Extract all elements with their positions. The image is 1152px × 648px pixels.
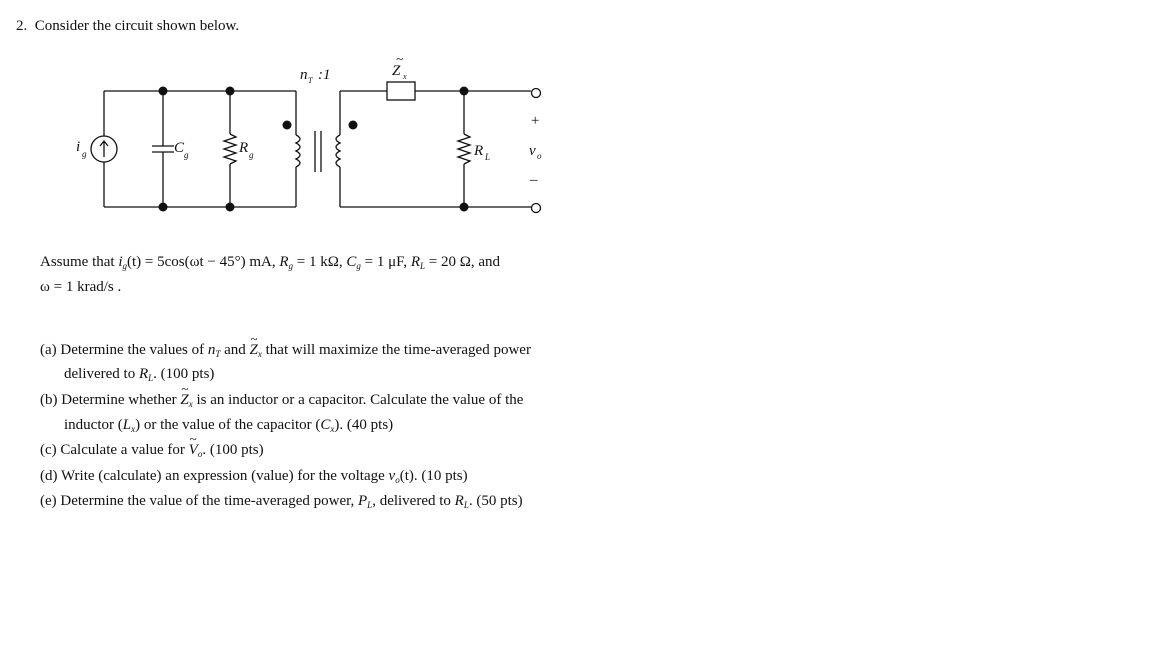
cg-label-sub: g: [184, 150, 189, 160]
part-b-text: (b) Determine whether: [40, 392, 181, 408]
resistor-rg-symbol: [224, 91, 236, 207]
part-b2-l-sub: x: [131, 424, 136, 434]
part-b-z: ~ Z: [180, 392, 188, 409]
part-d-text: (d) Write (calculate) an expression (value) for the voltage: [40, 468, 389, 484]
part-b2-c-sub: x: [330, 424, 335, 434]
part-b-line-1: [40, 392, 523, 409]
part-a2-text-end: . (100 pts): [153, 366, 215, 382]
assume-rg-eq: = 1 kΩ,: [293, 254, 347, 270]
part-a-text: (a) Determine the values of: [40, 342, 208, 358]
assume-rl: R: [410, 254, 420, 270]
rl-label: R: [474, 143, 484, 159]
assume-text: Assume that: [40, 254, 119, 270]
problem-intro: Consider the circuit shown below.: [34, 18, 240, 34]
primary-wires: [104, 91, 296, 207]
ig-label-sub: g: [82, 149, 87, 159]
part-b2-c: C: [320, 417, 331, 433]
part-d-v-sub: o: [395, 475, 400, 485]
assume-rg-sub: g: [288, 261, 294, 271]
ig-label: i: [76, 139, 81, 155]
part-c-text: (c) Calculate a value for: [40, 442, 189, 458]
part-a-z-sub: x: [257, 349, 262, 359]
part-a-and: and: [220, 342, 250, 358]
plus-sign: +: [530, 113, 541, 129]
part-b-z-sub: x: [188, 399, 193, 409]
junction-dots: [159, 87, 469, 212]
part-e-text-end: . (50 pts): [468, 493, 523, 509]
vo-label-sub: o: [537, 151, 542, 161]
part-a2-r-sub: L: [148, 373, 154, 383]
assume-ig-eq: (t) = 5cos(ωt − 45°) mA,: [127, 254, 280, 270]
part-b-text-end: is an inductor or a capacitor. Calculate the value of the: [192, 392, 524, 408]
part-c-text-end: . (100 pts): [202, 442, 264, 458]
minus-sign: –: [530, 172, 538, 188]
part-a2-text: delivered to: [64, 366, 139, 382]
part-a-text-end: that will maximize the time-averaged power: [261, 342, 531, 358]
assume-cg: C: [346, 254, 357, 270]
part-d-v: v: [388, 468, 396, 484]
part-e-mid: , delivered to: [372, 493, 455, 509]
assume-cg-sub: g: [356, 261, 361, 271]
part-b2-text-end: ). (40 pts): [334, 417, 394, 433]
rg-label-sub: g: [249, 150, 254, 160]
vo-label: v: [529, 143, 536, 159]
transformer-symbol: [296, 131, 340, 172]
zx-label: Z: [392, 63, 401, 79]
capacitor-cg-symbol: [152, 91, 174, 207]
part-a-z: ~ Z: [250, 342, 258, 359]
part-a-n-sub: T: [215, 349, 221, 359]
part-b2-mid: ) or the value of the capacitor (: [135, 417, 321, 433]
part-c-line: [40, 442, 264, 459]
part-d-line: [40, 468, 468, 485]
assumption-line: [40, 254, 500, 271]
part-e-r-sub: L: [463, 500, 469, 510]
part-e-p-sub: L: [367, 500, 373, 510]
rg-label: R: [239, 140, 249, 156]
part-e-p: P: [358, 493, 368, 509]
zx-label-sub: x: [403, 72, 407, 81]
turns-ratio-sub: T: [308, 76, 313, 85]
current-source-symbol: [91, 136, 117, 162]
assume-cg-eq: = 1 μF,: [360, 254, 411, 270]
part-a-line-1: [40, 342, 531, 359]
part-c-v-sub: o: [197, 449, 203, 459]
part-b2-text: inductor (: [64, 417, 123, 433]
part-a-line-2: [64, 366, 214, 383]
part-e-text: (e) Determine the value of the time-averaged power,: [40, 493, 358, 509]
assume-ig: i: [118, 254, 123, 270]
cg-label: C: [174, 140, 185, 156]
part-b-line-2: [64, 417, 393, 434]
zx-tilde: ~: [396, 51, 404, 66]
part-b2-l: L: [122, 417, 132, 433]
part-d-text-end: (t). (10 pts): [399, 468, 468, 484]
assume-rg: R: [279, 254, 289, 270]
part-e-r: R: [454, 493, 464, 509]
problem-heading: [16, 18, 239, 35]
assume-rl-sub: L: [419, 261, 425, 271]
problem-number: 2.: [16, 18, 28, 34]
resistor-rl-symbol: [458, 91, 470, 207]
omega-line: ω = 1 krad/s .: [40, 279, 122, 295]
turns-ratio-n: n: [300, 67, 308, 83]
part-c-v: ~ V: [189, 442, 198, 459]
turns-ratio-rest: :1: [318, 67, 331, 83]
part-a2-r: R: [138, 366, 149, 382]
part-e-line: [40, 493, 523, 510]
assume-ig-sub: g: [122, 261, 127, 271]
assume-rl-eq: = 20 Ω, and: [425, 254, 501, 270]
rl-label-sub: L: [485, 152, 491, 162]
part-a-n: n: [207, 342, 216, 358]
secondary-wires: [340, 82, 541, 213]
